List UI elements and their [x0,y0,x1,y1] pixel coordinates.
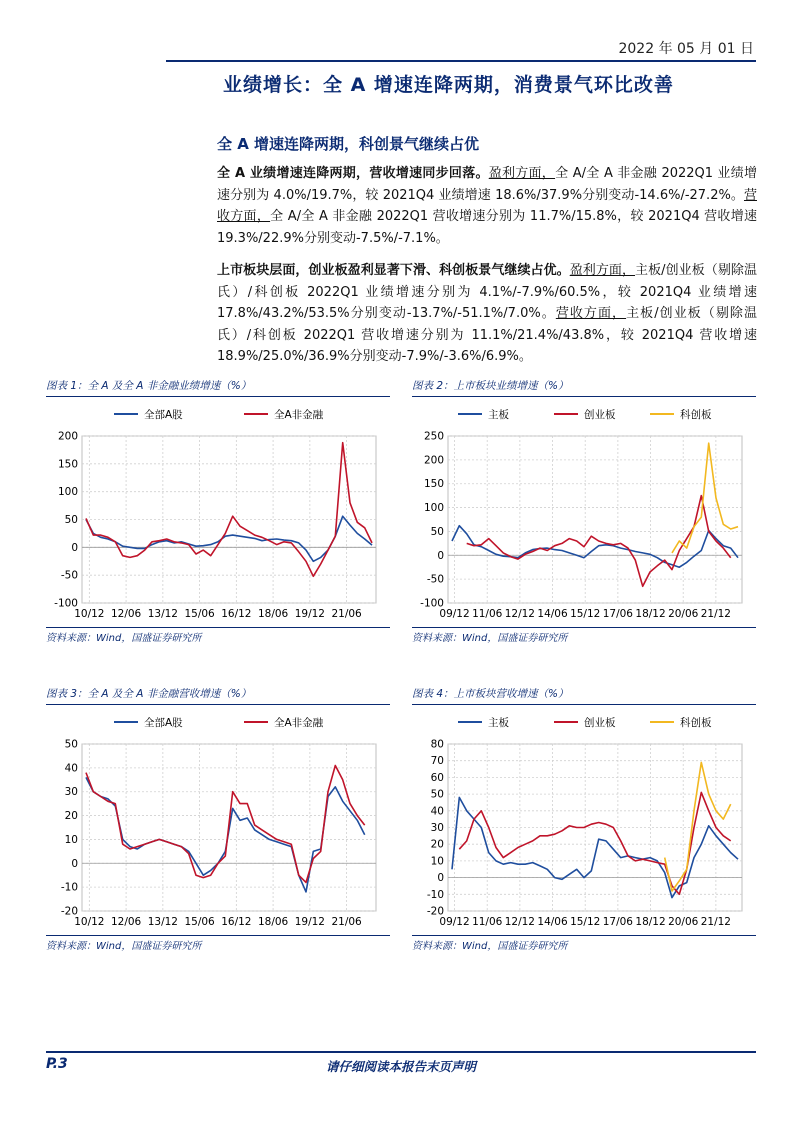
x-tick-label: 09/12 [439,916,470,928]
y-tick-label: -50 [60,569,78,582]
x-tick-label: 21/12 [700,608,731,620]
x-tick-label: 10/12 [74,608,105,620]
y-tick-label: 60 [430,771,444,784]
x-tick-label: 16/12 [221,608,252,620]
y-tick-label: 50 [430,525,444,538]
header-rule [166,60,756,62]
x-tick-label: 18/06 [257,916,289,928]
figure-2-source: 资料来源：Wind，国盛证券研究所 [412,633,568,644]
x-tick-label: 21/06 [331,608,362,620]
x-tick-label: 12/12 [504,608,535,620]
x-tick-label: 19/12 [294,916,325,928]
x-tick-label: 15/12 [570,608,601,620]
legend-label-2: 全A非金融 [274,717,324,729]
x-tick-label: 17/06 [602,916,633,928]
y-tick-label: 30 [64,786,78,799]
y-tick-label: 10 [64,833,78,846]
figure-4-top-rule [412,704,756,705]
x-tick-label: 15/06 [184,608,215,620]
figure-3-source: 资料来源：Wind，国盛证券研究所 [46,941,202,952]
figure-3-top-rule [46,704,390,705]
figure-4-bottom-rule [412,935,756,936]
x-tick-label: 15/06 [184,916,215,928]
x-tick-label: 14/06 [537,608,568,620]
para2-lead: 上市板块层面，创业板盈利显著下滑、科创板景气继续占优。 [217,263,570,278]
para1-profit-text: 全 A/全 A 非金融 2022Q1 业绩增速分别为 4.0%/19.7%，较 2021Q4 业绩增速 18.6%/37.9%分别变动-14.6%/-27.2%。 [217,166,757,203]
footer-rule [46,1051,756,1053]
plot-area [448,436,742,603]
y-tick-label: -10 [60,881,78,894]
figure-1-top-rule [46,396,390,397]
para2-profit-text: 主板/创业板（剔除温氏）/科创板 2022Q1 业绩增速分别为 4.1%/-7.9%/60.5%，较 2021Q4 业绩增速 17.8%/43.2%/53.5%分别变动-13.7%/-51.1%/7.0%。 [217,263,757,321]
legend-label-1: 主板 [488,409,509,421]
para2-revenue-text: 主板/创业板（剔除温氏）/科创板 2022Q1 营收增速分别为 11.1%/21.4%/43.8%，较 2021Q4 营收增速 18.9%/25.0%/36.9%分别变动-7.9%/-3.6%/6.9%。 [217,306,757,364]
y-tick-label: 100 [57,486,78,499]
figure-1-bottom-rule [46,627,390,628]
footer-disclaimer: 请仔细阅读本报告末页声明 [325,1059,476,1074]
paragraph-overall [217,163,757,249]
y-tick-label: 100 [423,502,444,515]
para1-revenue-label: 营收方面， [217,187,757,224]
x-tick-label: 13/12 [147,916,178,928]
report-date: 2022 年 05 月 01 日 [618,41,754,57]
y-tick-label: 50 [64,738,78,751]
x-tick-label: 17/06 [602,608,633,620]
y-tick-label: 150 [57,458,78,471]
figure-3-bottom-rule [46,935,390,936]
y-tick-label: 200 [423,454,444,467]
para1-lead: 全 A 业绩增速连降两期，营收增速同步回落。 [217,166,489,181]
x-tick-label: 18/06 [257,608,289,620]
y-tick-label: 20 [430,838,444,851]
section-title: 业绩增长：全 A 增速连降两期，消费景气环比改善 [223,74,674,96]
y-tick-label: 40 [430,805,444,818]
x-tick-label: 21/06 [331,916,362,928]
figure-4-title: 图表 4：上市板块营收增速（%） [412,688,569,700]
chart-4 [412,708,756,934]
y-tick-label: 10 [430,855,444,868]
x-tick-label: 10/12 [74,916,105,928]
y-tick-label: 50 [64,514,78,526]
y-tick-label: 0 [71,541,78,554]
y-tick-label: 20 [64,810,78,823]
x-tick-label: 12/06 [110,608,142,620]
legend-label-1: 全部A股 [144,409,183,421]
legend-label-3: 科创板 [680,717,712,729]
sub-section-title: 全 A 增速连降两期，科创景气继续占优 [217,135,480,153]
y-tick-label: 250 [423,430,444,443]
chart-3 [46,708,390,934]
x-tick-label: 21/12 [700,916,731,928]
x-tick-label: 20/06 [668,608,699,620]
para2-profit-label: 盈利方面， [569,263,636,278]
figure-3-title: 图表 3：全 A 及全 A 非金融营收增速（%） [46,688,252,700]
y-tick-label: 50 [430,788,444,801]
y-tick-label: -50 [426,573,444,586]
x-tick-label: 09/12 [439,608,470,620]
legend-label-2: 创业板 [584,409,616,421]
chart-2 [412,400,756,626]
chart-1 [46,400,390,626]
figure-1-title: 图表 1：全 A 及全 A 非金融业绩增速（%） [46,380,252,392]
para1-revenue-text: 全 A/全 A 非金融 2022Q1 营收增速分别为 11.7%/15.8%，较 2021Q4 营收增速 19.3%/22.9%分别变动-7.5%/-7.1%。 [217,209,757,246]
x-tick-label: 14/06 [537,916,568,928]
y-tick-label: 0 [437,549,444,562]
x-tick-label: 15/12 [570,916,601,928]
x-tick-label: 13/12 [147,608,178,620]
y-tick-label: -20 [60,905,78,918]
x-tick-label: 11/06 [472,916,503,928]
legend-label-2: 全A非金融 [274,409,324,421]
y-tick-label: 0 [71,857,78,870]
y-tick-label: 70 [430,755,444,768]
figure-2-top-rule [412,396,756,397]
legend-label-3: 科创板 [680,409,712,421]
x-tick-label: 18/12 [635,916,666,928]
y-tick-label: 0 [437,872,444,885]
figure-2-title: 图表 2：上市板块业绩增速（%） [412,380,569,392]
figure-4-source: 资料来源：Wind，国盛证券研究所 [412,941,568,952]
paragraph-boards [217,260,757,368]
x-tick-label: 12/12 [504,916,535,928]
x-tick-label: 19/12 [294,608,325,620]
x-tick-label: 18/12 [635,608,666,620]
y-tick-label: 200 [57,430,78,443]
figure-2-bottom-rule [412,627,756,628]
y-tick-label: -20 [426,905,444,918]
x-tick-label: 16/12 [221,916,252,928]
legend-label-1: 全部A股 [144,717,183,729]
y-tick-label: -100 [54,597,78,610]
y-tick-label: -100 [420,597,444,610]
legend-label-2: 创业板 [584,717,616,729]
legend-label-1: 主板 [488,717,509,729]
para2-revenue-label: 营收方面， [555,306,627,321]
para1-profit-label: 盈利方面， [488,166,556,181]
y-tick-label: 80 [430,738,444,751]
x-tick-label: 11/06 [472,608,503,620]
y-tick-label: 150 [423,478,444,491]
page-number: P.3 [46,1056,68,1072]
x-tick-label: 12/06 [110,916,142,928]
y-tick-label: 40 [64,762,78,775]
x-tick-label: 20/06 [668,916,699,928]
figure-1-source: 资料来源：Wind，国盛证券研究所 [46,633,202,644]
y-tick-label: 30 [430,822,444,834]
y-tick-label: -10 [426,888,444,901]
